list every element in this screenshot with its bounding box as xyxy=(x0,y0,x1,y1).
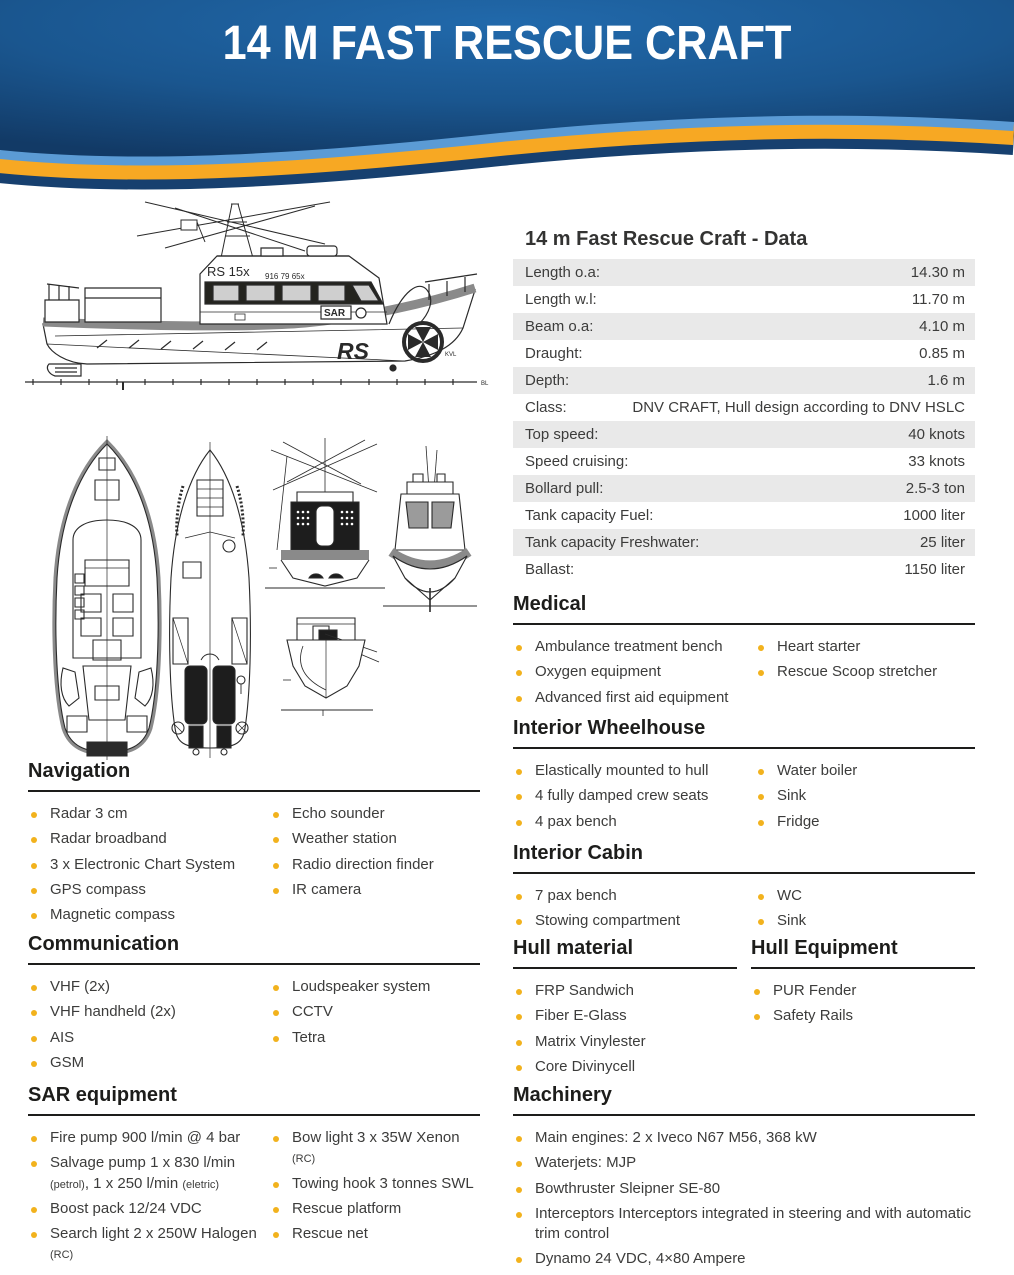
list-item-text: Towing hook 3 tonnes SWL xyxy=(292,1174,474,1192)
list-item-text: Fridge xyxy=(777,812,820,830)
navigation-list-col1 xyxy=(28,804,270,930)
wheelhouse-list-col1 xyxy=(513,761,755,837)
list-item xyxy=(755,786,975,806)
sar-list-col1 xyxy=(28,1128,270,1270)
bullet-icon xyxy=(31,1161,37,1167)
medical-list-col2 xyxy=(755,637,975,713)
section-title-communication: Communication xyxy=(28,933,480,965)
list-item xyxy=(270,1224,480,1244)
list-item xyxy=(513,637,755,657)
list-item-text: Main engines: 2 x Iveco N67 M56, 368 kW xyxy=(535,1129,817,1146)
table-row-value: 1.6 m xyxy=(927,372,965,389)
list-item-text: Salvage pump 1 x 830 l/min (petrol), 1 x 250 l/min (eletric) xyxy=(50,1154,236,1192)
list-item-text: Safety Rails xyxy=(773,1007,854,1025)
list-item-text: Rescue platform xyxy=(292,1199,402,1217)
list-item xyxy=(28,1002,270,1022)
bullet-icon xyxy=(758,794,764,800)
list-item xyxy=(513,662,755,682)
page-title: 14 M FAST RESCUE CRAFT xyxy=(222,17,792,70)
bullet-icon xyxy=(273,1010,279,1016)
table-row-value: 2.5-3 ton xyxy=(905,480,965,497)
bullet-icon xyxy=(273,1232,279,1238)
bullet-icon xyxy=(273,1207,279,1213)
bullet-icon xyxy=(31,1036,37,1042)
baseline-label: BL xyxy=(481,381,489,387)
list-item-text: Loudspeaker system xyxy=(292,978,431,995)
table-row-label: Speed cruising: xyxy=(525,453,629,470)
list-item xyxy=(28,1224,270,1265)
list-item xyxy=(513,1032,737,1052)
list-item xyxy=(513,786,755,806)
list-item xyxy=(28,1199,270,1219)
list-item xyxy=(28,1053,270,1073)
table-row-label: Tank capacity Freshwater: xyxy=(525,534,700,551)
list-item xyxy=(751,1006,975,1026)
bullet-icon xyxy=(516,1065,522,1071)
header-banner xyxy=(0,0,1014,192)
table-row xyxy=(513,259,975,286)
navigation-list-col2 xyxy=(270,804,480,930)
table-row-label: Length w.l: xyxy=(525,291,597,308)
below-deck-plan-view xyxy=(170,442,251,758)
bullet-icon xyxy=(516,769,522,775)
list-item xyxy=(28,880,270,900)
baseline-ruler xyxy=(25,379,477,390)
list-item xyxy=(270,855,480,875)
list-item-text: Bowthruster Sleipner SE-80 xyxy=(535,1179,721,1197)
list-item-text: Sink xyxy=(777,912,807,930)
bullet-icon xyxy=(516,1257,522,1263)
bullet-icon xyxy=(31,1010,37,1016)
wheelhouse-list-col2 xyxy=(755,761,975,837)
bullet-icon xyxy=(273,837,279,843)
bullet-icon xyxy=(31,985,37,991)
table-row-value: 0.85 m xyxy=(919,345,965,362)
table-row-label: Beam o.a: xyxy=(525,318,594,335)
table-row-label: Class: xyxy=(525,399,567,416)
list-item xyxy=(270,1128,480,1169)
list-item xyxy=(755,886,975,906)
sar-label: SAR xyxy=(324,308,346,319)
list-item xyxy=(270,804,480,824)
list-item-text: Interceptors Interceptors integrated in steering and with automatic trim control xyxy=(535,1204,972,1242)
bullet-icon xyxy=(31,1207,37,1213)
table-row xyxy=(513,448,975,475)
registration-label: RS 15x xyxy=(207,264,250,279)
list-item xyxy=(28,905,270,925)
list-item-text: Tetra xyxy=(292,1028,326,1046)
section-interior-wheelhouse xyxy=(513,717,975,837)
communication-list-col1 xyxy=(28,977,270,1078)
stern-elevation-view xyxy=(265,438,385,588)
list-item xyxy=(513,886,755,906)
bullet-icon xyxy=(273,1136,279,1142)
bullet-icon xyxy=(758,645,764,651)
section-machinery xyxy=(513,1084,975,1275)
list-item-text: GPS compass xyxy=(50,880,146,898)
bullet-icon xyxy=(758,894,764,900)
machinery-list xyxy=(513,1128,975,1270)
table-row-value: 11.70 m xyxy=(911,291,965,308)
list-item xyxy=(270,1028,480,1048)
list-item-text: Magnetic compass xyxy=(50,906,176,923)
list-item xyxy=(755,911,975,931)
table-row xyxy=(513,529,975,556)
communication-list-col2 xyxy=(270,977,480,1078)
list-item xyxy=(755,662,975,682)
bullet-icon xyxy=(516,1161,522,1167)
cross-section-view xyxy=(281,618,379,716)
table-row-value: 40 knots xyxy=(908,426,965,443)
bullet-icon xyxy=(516,1014,522,1020)
table-row-value: 4.10 m xyxy=(919,318,965,335)
bullet-icon xyxy=(31,1136,37,1142)
list-item-text: FRP Sandwich xyxy=(535,982,634,999)
list-item-text: VHF (2x) xyxy=(50,978,110,995)
table-row-label: Tank capacity Fuel: xyxy=(525,507,654,524)
list-item xyxy=(755,637,975,657)
list-item-text: Water boiler xyxy=(777,762,858,779)
hull-equipment-list xyxy=(751,981,975,1027)
section-interior-cabin xyxy=(513,842,975,937)
list-item xyxy=(28,855,270,875)
list-item-text: CCTV xyxy=(292,1003,333,1021)
hull-rs-label: RS xyxy=(337,338,369,364)
list-item xyxy=(513,911,755,931)
table-row xyxy=(513,502,975,529)
bullet-icon xyxy=(31,863,37,869)
bullet-icon xyxy=(31,812,37,818)
list-item-text: PUR Fender xyxy=(773,982,857,999)
hull-material-list xyxy=(513,981,737,1077)
bullet-icon xyxy=(273,812,279,818)
bullet-icon xyxy=(758,919,764,925)
section-title-machinery: Machinery xyxy=(513,1084,975,1116)
list-item-text: VHF handheld (2x) xyxy=(50,1003,176,1021)
medical-list-col1 xyxy=(513,637,755,713)
call-number-label: 916 79 65x xyxy=(265,272,305,281)
list-item-text: Rescue Scoop stretcher xyxy=(777,663,938,681)
table-row xyxy=(513,475,975,502)
list-item-text: Waterjets: MJP xyxy=(535,1154,637,1172)
bullet-icon xyxy=(516,989,522,995)
section-sar-equipment xyxy=(28,1084,480,1270)
list-item-text: Fiber E-Glass xyxy=(535,1007,627,1025)
list-item-text: Heart starter xyxy=(777,638,861,655)
bullet-icon xyxy=(758,820,764,826)
table-row-label: Depth: xyxy=(525,372,570,389)
table-row-value: 14.30 m xyxy=(910,264,965,281)
bullet-icon xyxy=(31,1232,37,1238)
table-row xyxy=(513,421,975,448)
table-row-label: Draught: xyxy=(525,345,583,362)
table-row-label: Top speed: xyxy=(525,426,599,443)
deck-plan-view xyxy=(56,436,158,760)
bullet-icon xyxy=(31,837,37,843)
list-item xyxy=(28,1128,270,1148)
table-row xyxy=(513,313,975,340)
bullet-icon xyxy=(516,1136,522,1142)
aft-deck-structures xyxy=(45,284,161,322)
bullet-icon xyxy=(754,989,760,995)
bullet-icon xyxy=(516,1040,522,1046)
table-row-value: 1000 liter xyxy=(903,507,965,524)
section-title-sar-equipment: SAR equipment xyxy=(28,1084,480,1116)
bullet-icon xyxy=(516,1212,522,1218)
list-item xyxy=(28,804,270,824)
table-row-label: Ballast: xyxy=(525,561,575,578)
list-item xyxy=(513,981,737,1001)
table-row-value: 1150 liter xyxy=(904,561,965,578)
list-item-text: Radio direction finder xyxy=(292,855,434,873)
list-item xyxy=(270,1199,480,1219)
bullet-icon xyxy=(516,645,522,651)
list-item xyxy=(513,1006,737,1026)
bullet-icon xyxy=(273,1182,279,1188)
table-row xyxy=(513,556,975,583)
section-navigation xyxy=(28,760,480,930)
list-item-text: Ambulance treatment bench xyxy=(535,638,723,655)
section-title-interior-cabin: Interior Cabin xyxy=(513,842,975,874)
list-item-text: Rescue net xyxy=(292,1225,368,1242)
bullet-icon xyxy=(31,913,37,919)
table-row xyxy=(513,340,975,367)
list-item xyxy=(513,688,755,708)
data-table-title: 14 m Fast Rescue Craft - Data xyxy=(525,228,808,250)
bullet-icon xyxy=(516,919,522,925)
table-row-value: DNV CRAFT, Hull design according to DNV HSLC xyxy=(632,399,965,416)
table-row xyxy=(513,394,975,421)
section-title-navigation: Navigation xyxy=(28,760,480,792)
sar-list-col2 xyxy=(270,1128,480,1270)
bullet-icon xyxy=(516,1187,522,1193)
bullet-icon xyxy=(758,769,764,775)
list-item-text: Dynamo 24 VDC, 4×80 Ampere xyxy=(535,1250,746,1268)
list-item xyxy=(28,829,270,849)
bullet-icon xyxy=(273,1036,279,1042)
list-item xyxy=(270,880,480,900)
bullet-icon xyxy=(516,794,522,800)
table-row-value: 33 knots xyxy=(908,453,965,470)
list-item-text: WC xyxy=(777,887,802,904)
list-item-text: Stowing compartment xyxy=(535,912,681,930)
list-item xyxy=(28,1153,270,1194)
bullet-icon xyxy=(273,985,279,991)
bullet-icon xyxy=(516,696,522,702)
waterline-label: KVL xyxy=(445,352,457,358)
list-item-text: Boost pack 12/24 VDC xyxy=(50,1199,202,1217)
list-item-text: 7 pax bench xyxy=(535,887,617,904)
section-communication xyxy=(28,933,480,1078)
list-item xyxy=(270,1002,480,1022)
cabin-list-col1 xyxy=(513,886,755,937)
section-medical xyxy=(513,593,975,713)
bullet-icon xyxy=(516,670,522,676)
bullet-icon xyxy=(31,888,37,894)
data-table-section xyxy=(513,228,975,583)
list-item xyxy=(28,1028,270,1048)
plan-views-drawing xyxy=(25,428,495,760)
bullet-icon xyxy=(758,670,764,676)
side-view-drawing xyxy=(25,196,495,396)
list-item xyxy=(28,977,270,997)
list-item xyxy=(513,1179,975,1199)
bullet-icon xyxy=(273,863,279,869)
section-title-hull-equipment: Hull Equipment xyxy=(751,937,975,969)
list-item-text: Core Divinycell xyxy=(535,1057,636,1075)
bow-elevation-view xyxy=(383,446,477,612)
bullet-icon xyxy=(31,1061,37,1067)
section-title-interior-wheelhouse: Interior Wheelhouse xyxy=(513,717,975,749)
list-item xyxy=(755,812,975,832)
list-item xyxy=(270,977,480,997)
list-item xyxy=(513,1249,975,1269)
cabin-list-col2 xyxy=(755,886,975,937)
list-item-text: Matrix Vinylester xyxy=(535,1032,646,1050)
list-item xyxy=(513,1128,975,1148)
list-item-text: Echo sounder xyxy=(292,805,385,822)
list-item-text: Radar 3 cm xyxy=(50,805,128,822)
spec-table xyxy=(513,259,975,583)
list-item xyxy=(513,761,755,781)
list-item-text: IR camera xyxy=(292,880,362,898)
table-row-label: Bollard pull: xyxy=(525,480,604,497)
section-title-medical: Medical xyxy=(513,593,975,625)
list-item-text: Bow light 3 x 35W Xenon (RC) xyxy=(292,1129,460,1166)
list-item-text: Advanced first aid equipment xyxy=(535,688,729,706)
bullet-icon xyxy=(273,888,279,894)
bullet-icon xyxy=(516,894,522,900)
list-item xyxy=(513,1057,737,1077)
list-item xyxy=(270,829,480,849)
table-row xyxy=(513,286,975,313)
list-item-text: Oxygen equipment xyxy=(535,663,661,681)
bullet-icon xyxy=(754,1014,760,1020)
list-item-text: Radar broadband xyxy=(50,830,167,848)
list-item-text: 3 x Electronic Chart System xyxy=(50,855,236,873)
list-item xyxy=(270,1174,480,1194)
list-item xyxy=(513,812,755,832)
list-item-text: 4 pax bench xyxy=(535,812,617,830)
list-item-text: Search light 2 x 250W Halogen (RC) xyxy=(50,1225,257,1262)
section-hull-material xyxy=(513,937,737,1082)
list-item-text: Sink xyxy=(777,787,807,805)
mast-and-antennas xyxy=(137,202,330,258)
section-hull-equipment xyxy=(751,937,975,1032)
rescue-cross-emblem xyxy=(404,323,442,361)
list-item xyxy=(751,981,975,1001)
table-row-label: Length o.a: xyxy=(525,264,601,281)
bullet-icon xyxy=(516,820,522,826)
table-row xyxy=(513,367,975,394)
list-item-text: Elastically mounted to hull xyxy=(535,762,709,779)
section-title-hull-material: Hull material xyxy=(513,937,737,969)
list-item-text: Fire pump 900 l/min @ 4 bar xyxy=(50,1129,241,1146)
list-item xyxy=(513,1153,975,1173)
table-row-value: 25 liter xyxy=(919,534,965,551)
list-item-text: AIS xyxy=(50,1028,75,1046)
list-item xyxy=(513,1204,975,1245)
list-item-text: 4 fully damped crew seats xyxy=(535,787,709,805)
list-item-text: GSM xyxy=(50,1053,85,1071)
list-item xyxy=(755,761,975,781)
list-item-text: Weather station xyxy=(292,830,397,848)
